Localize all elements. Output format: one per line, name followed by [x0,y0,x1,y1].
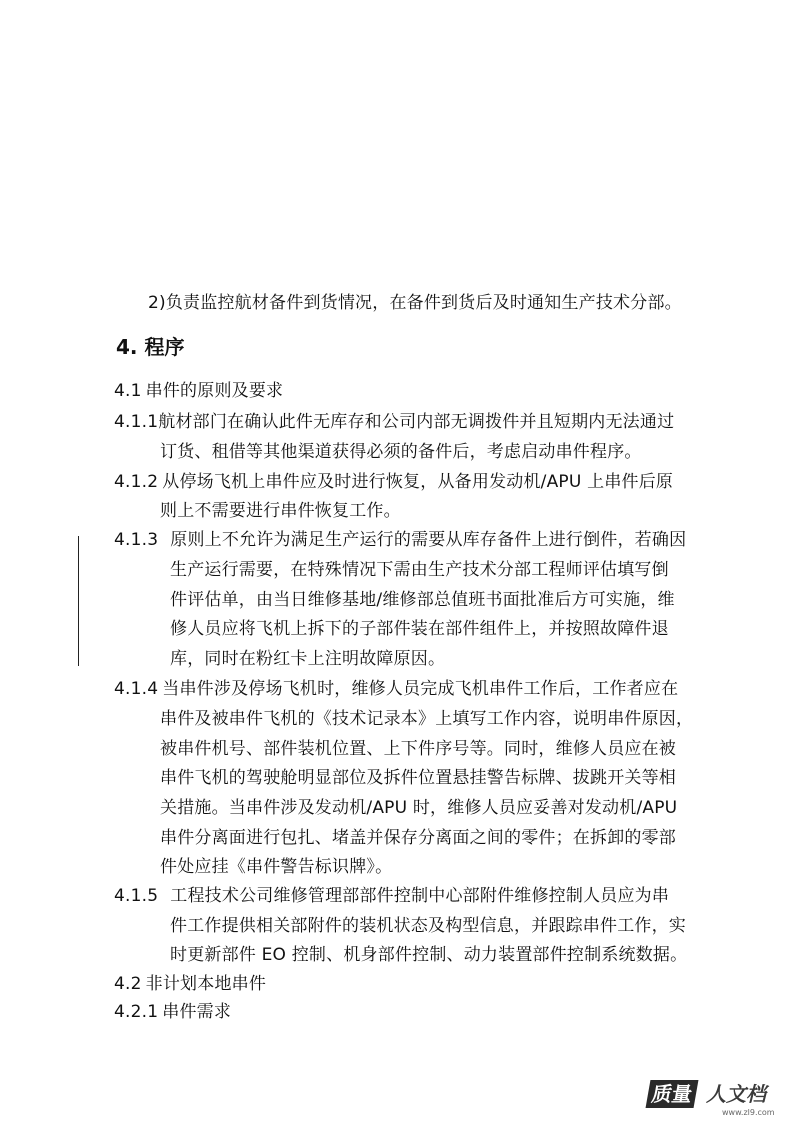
clause-number: 4.1.5 [114,886,159,906]
clause-4-1-2-line-2: 则上不需要进行串件恢复工作。 [160,501,401,521]
clause-4-1-4-line-1: 4.1.4 当串件涉及停场飞机时，维修人员完成飞机串件工作后，工作者应在 [114,679,679,699]
clause-4-1-2-line-1: 4.1.2 从停场飞机上串件应及时进行恢复，从备用发动机/APU 上串件后原 [114,472,674,492]
clause-number: 4.2 [114,974,142,994]
clause-title: 非计划本地串件 [145,974,267,994]
clause-4-1-4-line-4: 串件飞机的驾驶舱明显部位及拆件位置悬挂警告标牌、拔跳开关等相 [160,768,676,788]
clause-title: 串件的原则及要求 [145,381,284,401]
clause-4-1-5-line-1: 4.1.5 工程技术公司维修管理部部件控制中心部附件维修控制人员应为串 [114,886,670,906]
clause-4-1-5-line-3: 时更新部件 EO 控制、机身部件控制、动力装置部件控制系统数据。 [170,945,688,965]
clause-4-1-4-line-5: 关措施。当串件涉及发动机/APU 时，维修人员应妥善对发动机/APU [160,798,678,818]
clause-number: 4.1.1 [114,412,159,432]
clause-number: 4.1.4 [114,679,159,699]
subsection-heading-4-2-1 [114,1000,231,1024]
subsection-heading-4-1 [114,379,283,403]
section-heading-4 [116,333,184,361]
clause-4-1-3-line-5: 库，同时在粉红卡上注明故障原因。 [170,649,446,669]
clause-4-1-3-line-3: 件评估单，由当日维修基地/维修部总值班书面批准后方可实施，维 [170,590,675,610]
clause-4-1-4-line-2: 串件及被串件飞机的《技术记录本》上填写工作内容，说明串件原因， [160,709,694,729]
clause-4-1-1-line-2: 订货、租借等其他渠道获得必须的备件后，考虑启动串件程序。 [160,442,642,462]
subsection-heading-4-2 [114,972,266,996]
clause-4-1-5-line-2: 件工作提供相关部附件的装机状态及构型信息，并跟踪串件工作，实 [170,916,686,936]
watermark-box-text: 质量 [646,1080,699,1108]
clause-4-1-4-line-3: 被串件机号、部件装机位置、上下件序号等。同时，维修人员应在被 [160,739,676,759]
watermark-text: 人文档 [706,1082,766,1106]
clause-title: 串件需求 [162,1002,232,1022]
clause-4-1-3-line-1: 4.1.3 原则上不允许为满足生产运行的需要从库存备件上进行倒件，若确因 [114,530,687,550]
clause-4-1-4-line-7: 件处应挂《串件警告标识牌》。 [160,857,393,877]
clause-4-1-3-line-4: 修人员应将飞机上拆下的子部件装在部件组件上，并按照故障件退 [170,619,669,639]
revision-change-bar [78,536,79,666]
clause-number: 4.2.1 [114,1002,159,1022]
clause-4-1-1-line-1: 4.1.1航材部门在确认此件无库存和公司内部无调拨件并且短期内无法通过 [114,412,675,432]
responsibility-item-2: 2)负责监控航材备件到货情况，在备件到货后及时通知生产技术分部。 [148,293,682,313]
clause-number: 4.1.3 [114,530,159,550]
watermark-url: www.zl9.com [722,1108,775,1117]
section-number: 4. [116,335,138,359]
watermark-logo [648,1078,788,1118]
clause-4-1-3-line-2: 生产运行需要，在特殊情况下需由生产技术分部工程师评估填写倒 [170,560,669,580]
section-title: 程序 [144,335,185,359]
clause-number: 4.1.2 [114,472,159,492]
clause-4-1-4-line-6: 串件分离面进行包扎、堵盖并保存分离面之间的零件；在拆卸的零部 [160,828,676,848]
clause-number: 4.1 [114,381,142,401]
